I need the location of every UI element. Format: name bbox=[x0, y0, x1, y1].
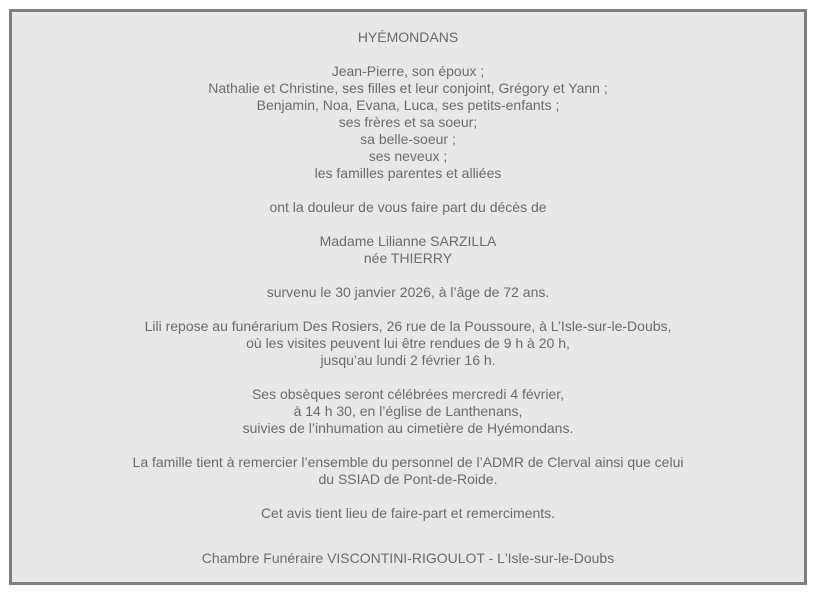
thanks-line: La famille tient à remercier l’ensemble du personnel de l’ADMR de Clerval ainsi que celui bbox=[132, 454, 684, 470]
family-line: ses frères et sa soeur; bbox=[338, 114, 478, 130]
family-line: Nathalie et Christine, ses filles et leur conjoint, Grégory et Yann ; bbox=[208, 80, 608, 96]
funeral-home: Chambre Funéraire VISCONTINI-RIGOULOT - L'Isle-sur-le-Doubs bbox=[201, 550, 615, 566]
death-info: survenu le 30 janvier 2026, à l’âge de 72 ans. bbox=[266, 284, 550, 300]
family-line: sa belle-soeur ; bbox=[360, 131, 456, 147]
rest-line: où les visites peuvent lui être rendues de 9 h à 20 h, bbox=[246, 335, 570, 351]
family-line: ses neveux ; bbox=[368, 148, 448, 164]
funeral-line: suivies de l’inhumation au cimetière de Hyémondans. bbox=[242, 420, 574, 436]
rest-line: Lili repose au funérarium Des Rosiers, 26 rue de la Poussoure, à L’Isle-sur-le-Doubs, bbox=[144, 318, 672, 334]
notice-content bbox=[12, 12, 804, 567]
announcement-text: ont la douleur de vous faire part du décès de bbox=[269, 199, 547, 215]
family-line: Benjamin, Noa, Evana, Luca, ses petits-enfants ; bbox=[256, 97, 560, 113]
rest-line: jusqu’au lundi 2 février 16 h. bbox=[320, 352, 496, 368]
obituary-notice bbox=[9, 9, 807, 585]
family-line: les familles parentes et alliées bbox=[314, 165, 502, 181]
deceased-maiden-name: née THIERRY bbox=[363, 250, 453, 266]
closing-text: Cet avis tient lieu de faire-part et remerciments. bbox=[260, 505, 556, 521]
family-line: Jean-Pierre, son époux ; bbox=[331, 63, 485, 79]
thanks-line: du SSIAD de Pont-de-Roide. bbox=[318, 471, 498, 487]
village-heading: HYÉMONDANS bbox=[357, 29, 459, 45]
funeral-line: à 14 h 30, en l’église de Lanthenans, bbox=[293, 403, 523, 419]
deceased-name: Madame Lilianne SARZILLA bbox=[319, 233, 497, 249]
funeral-line: Ses obsèques seront célébrées mercredi 4 février, bbox=[251, 386, 565, 402]
